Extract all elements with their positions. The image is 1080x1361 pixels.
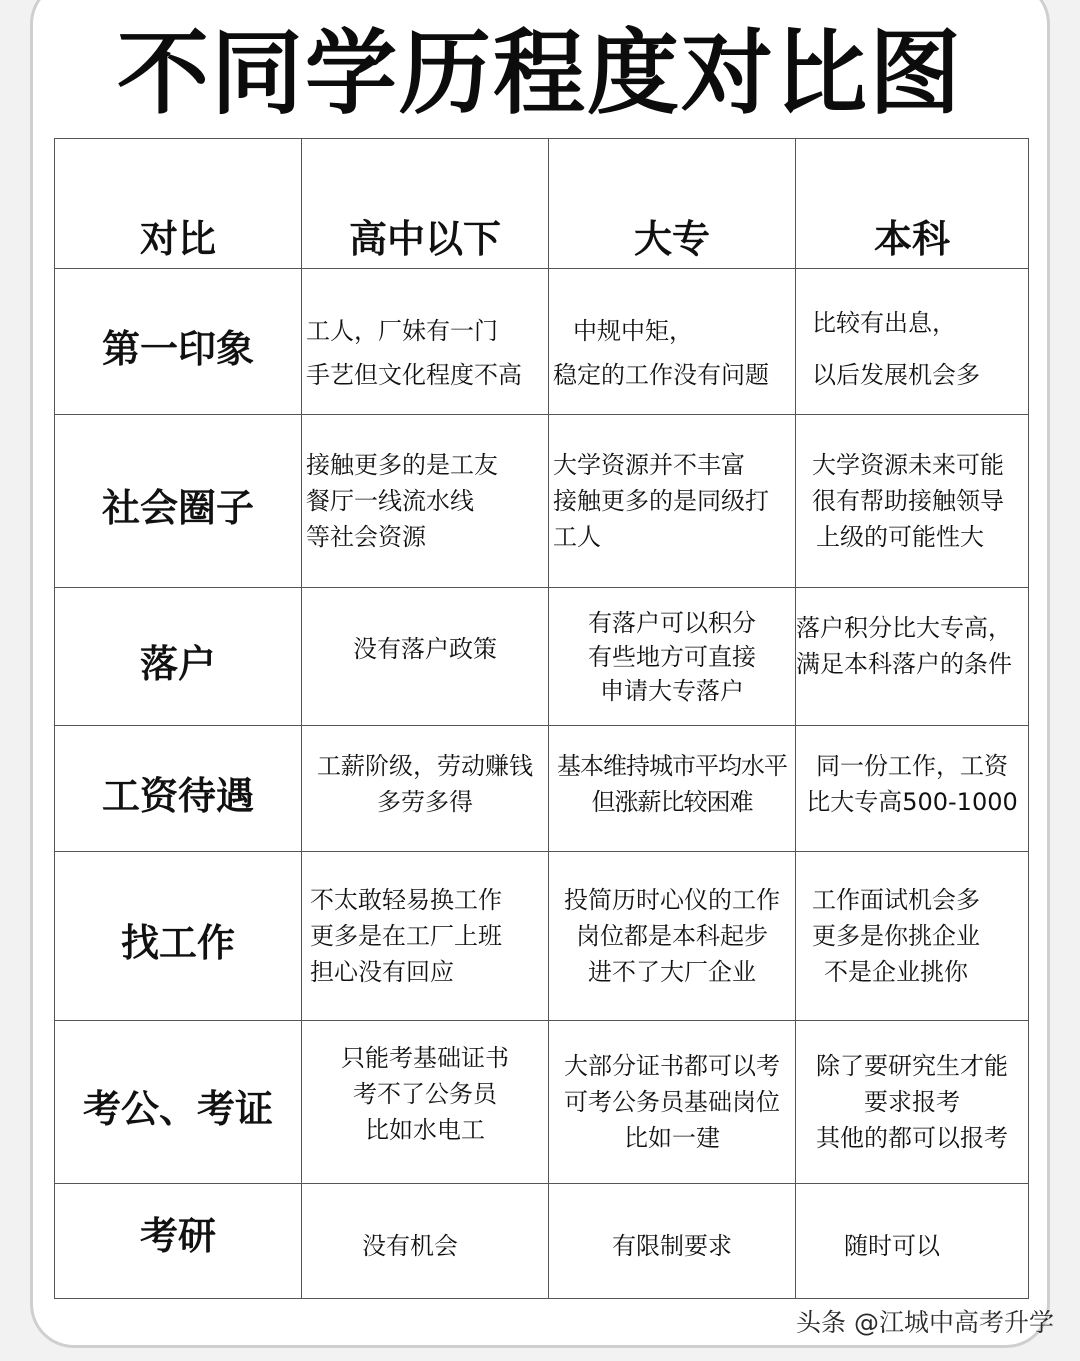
- table-cell: [302, 852, 549, 1021]
- cell-line: 大学资源未来可能: [812, 451, 1004, 479]
- header-junior-college: 大专: [549, 139, 796, 269]
- row-label: 找工作: [55, 852, 302, 1021]
- row-label: 社会圈子: [55, 415, 302, 588]
- cell-line: 有些地方可直接: [588, 642, 756, 671]
- table-row: [55, 415, 1029, 588]
- cell-line: 更多是你挑企业: [812, 922, 980, 950]
- cell-line: 没有机会: [362, 1232, 458, 1260]
- cell-line: 餐厅一线流水线: [306, 487, 474, 515]
- cell-line: 但涨薪比较困难: [591, 787, 753, 816]
- page-title: 不同学历程度对比图: [116, 20, 963, 127]
- table-cell: [796, 1021, 1029, 1184]
- table-cell: [549, 1021, 796, 1184]
- header-compare: 对比: [55, 139, 302, 269]
- table-cell: [796, 726, 1029, 852]
- table-cell: [302, 1021, 549, 1184]
- cell-line: 比如水电工: [365, 1116, 485, 1144]
- table-cell: [796, 852, 1029, 1021]
- table-cell: [302, 588, 549, 726]
- row-label: 考公、考证: [55, 1021, 302, 1184]
- cell-line: 有落户可以积分: [588, 608, 756, 637]
- cell-line: 稳定的工作没有问题: [553, 360, 769, 389]
- cell-line: 不太敢轻易换工作: [310, 886, 502, 914]
- cell-line: 进不了大厂企业: [588, 958, 756, 986]
- cell-line: 申请大专落户: [600, 676, 744, 705]
- table-cell: [549, 726, 796, 852]
- cell-line: 没有落户政策: [353, 634, 497, 663]
- table-cell: [302, 726, 549, 852]
- table-row: [55, 269, 1029, 415]
- table-cell: [549, 588, 796, 726]
- cell-line: 多劳多得: [377, 787, 473, 816]
- cell-line: 满足本科落户的条件: [796, 649, 1012, 678]
- row-label: 第一印象: [55, 269, 302, 415]
- cell-line: 比如一建: [624, 1124, 720, 1152]
- cell-line: 基本维持城市平均水平: [557, 751, 787, 780]
- cell-line: 比较有出息，: [812, 308, 956, 337]
- header-bachelor: 本科: [796, 139, 1029, 269]
- table-row: [55, 588, 1029, 726]
- cell-line: 不是企业挑你: [824, 958, 968, 986]
- table-row: [55, 852, 1029, 1021]
- table-cell: [796, 269, 1029, 415]
- cell-line: 手艺但文化程度不高: [306, 360, 522, 389]
- row-label: 工资待遇: [55, 726, 302, 852]
- cell-line: 工薪阶级，劳动赚钱: [317, 751, 533, 780]
- cell-line: 等社会资源: [306, 523, 426, 551]
- table-cell: [549, 852, 796, 1021]
- comparison-table: [54, 138, 1029, 1299]
- table-cell: [549, 415, 796, 588]
- cell-line: 很有帮助接触领导: [812, 487, 1004, 515]
- table-cell: [549, 1184, 796, 1299]
- cell-line: 比大专高500-1000: [806, 787, 1018, 816]
- cell-line: 落户积分比大专高，: [796, 613, 1012, 642]
- row-label: 落户: [55, 588, 302, 726]
- cell-line: 大学资源并不丰富: [553, 451, 745, 479]
- table-cell: [302, 269, 549, 415]
- row-label: 考研: [55, 1184, 302, 1299]
- table-row: [55, 726, 1029, 852]
- watermark-text: 头条 @江城中高考升学: [796, 1308, 1054, 1337]
- cell-line: 可考公务员基础岗位: [564, 1088, 780, 1116]
- table-row: [55, 1021, 1029, 1184]
- cell-line: 工人: [553, 523, 601, 551]
- table-cell: [549, 269, 796, 415]
- cell-line: 岗位都是本科起步: [576, 922, 768, 950]
- cell-line: 大部分证书都可以考: [564, 1052, 780, 1080]
- table-cell: [302, 415, 549, 588]
- cell-line: 工作面试机会多: [812, 886, 980, 914]
- cell-line: 同一份工作，工资: [816, 751, 1008, 780]
- cell-line: 工人，厂妹有一门: [306, 316, 498, 345]
- cell-line: 担心没有回应: [310, 958, 454, 986]
- cell-line: 更多是在工厂上班: [310, 922, 502, 950]
- cell-line: 有限制要求: [612, 1232, 732, 1260]
- cell-line: 考不了公务员: [353, 1080, 497, 1108]
- header-high-school: 高中以下: [302, 139, 549, 269]
- cell-line: 要求报考: [864, 1088, 960, 1116]
- cell-line: 随时可以: [844, 1232, 940, 1260]
- table-row: [55, 1184, 1029, 1299]
- table-cell: [796, 1184, 1029, 1299]
- cell-line: 中规中矩，: [573, 316, 693, 345]
- cell-line: 以后发展机会多: [812, 360, 980, 389]
- cell-line: 除了要研究生才能: [816, 1052, 1008, 1080]
- table-cell: [796, 588, 1029, 726]
- cell-line: 只能考基础证书: [341, 1044, 509, 1072]
- cell-line: 接触更多的是工友: [306, 451, 498, 479]
- table-cell: [302, 1184, 549, 1299]
- cell-line: 其他的都可以报考: [816, 1124, 1008, 1152]
- header-row: [55, 139, 1029, 269]
- cell-line: 上级的可能性大: [816, 523, 984, 551]
- cell-line: 投简历时心仪的工作: [564, 886, 780, 914]
- table-cell: [796, 415, 1029, 588]
- cell-line: 接触更多的是同级打: [553, 487, 769, 515]
